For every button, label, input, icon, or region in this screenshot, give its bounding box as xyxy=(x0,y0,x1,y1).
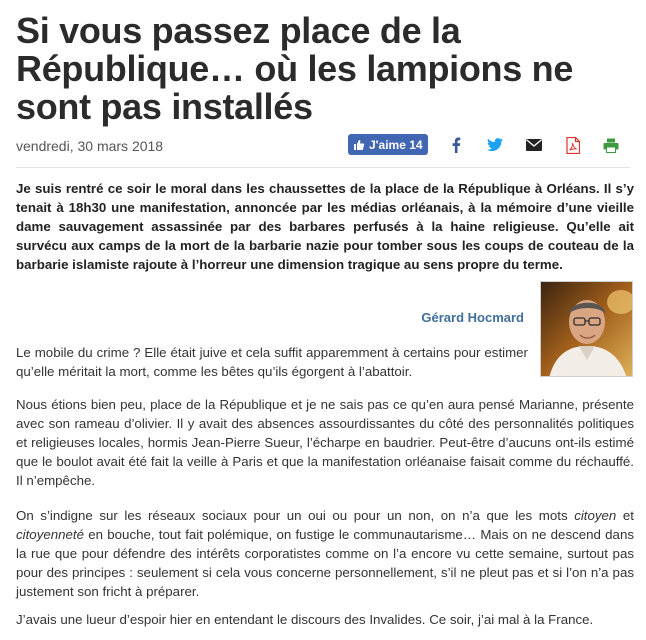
publish-date: vendredi, 30 mars 2018 xyxy=(16,138,164,154)
email-share-button[interactable] xyxy=(523,134,545,156)
twitter-share-button[interactable] xyxy=(484,134,506,156)
facebook-icon xyxy=(451,137,461,153)
pdf-button[interactable] xyxy=(562,134,584,156)
paragraph-1: Le mobile du crime ? Elle était juive et cela suffit apparemment à certains pour estimer qu’elle méritait la mort, comme les bêtes qu’ils égorgent à l’abattoir. xyxy=(16,345,528,379)
pdf-icon xyxy=(566,137,580,154)
author-photo xyxy=(540,281,633,377)
article-title: Si vous passez place de la République… où les lampions ne sont pas installés xyxy=(16,10,574,127)
paragraph-2: Nous étions bien peu, place de la République et je ne sais pas ce qu’en aura pensé Marianne, présente avec son rameau d’olivier. Il y avait des absences assourdissantes du côté des personnalités politiques et religieuses locales, hormis Jean-Pierre Sueur, l’écharpe en baudrier. Peut-être d’aucuns ont-ils estimé que le boulot avait été fait la veille à Paris et que la manifestation orléanaise faisait comme du réchauffé. Il n’empêche. xyxy=(16,397,634,488)
print-icon xyxy=(603,138,619,153)
article-meta xyxy=(16,132,630,156)
paragraph-3-emphasis-2: citoyenneté xyxy=(16,527,85,542)
paragraph-3-part-3: en bouche, tout fait polémique, on fustige le communautarisme… Mais on ne descend dans la rue que pour défendre des intérêts corporatistes comme on l’a encore vu cette semaine, surtout pas pour des principes : seulement si cela vous concerne personnellement, s’il ne pleut pas et si l’on n’a pas justement son fricht à préparer. xyxy=(16,527,634,599)
paragraph-3-part-2: et xyxy=(616,508,634,523)
twitter-icon xyxy=(487,138,503,152)
paragraph-3-emphasis-1: citoyen xyxy=(574,508,617,523)
article-lead: Je suis rentré ce soir le moral dans les chaussettes de la place de la République à Orléans. Il s’y tenait à 18h30 une manifestation, annoncée par les médias orléanais, à la mémoire d’une vieille dame sauvagement assassinée par des barbares perfusés à la haine religieuse. Qu’elle ait survécu aux camps de la mort de la barbarie nazie pour tomber sous les coups de couteau de la barbarie islamiste rajoute à l’horreur une dimension tragique au sens propre du terme. xyxy=(16,181,634,272)
thumbs-up-icon xyxy=(353,139,365,151)
divider xyxy=(16,167,630,168)
like-label: J'aime 14 xyxy=(369,137,423,152)
facebook-share-button[interactable] xyxy=(445,134,467,156)
facebook-like-button[interactable] xyxy=(348,134,428,155)
paragraph-3-part-1: On s’indigne sur les réseaux sociaux pour un oui ou pour un non, on n’a que les mots xyxy=(16,508,575,523)
email-icon xyxy=(526,139,542,151)
paragraph-3 xyxy=(16,506,634,601)
print-button[interactable] xyxy=(600,134,622,156)
paragraph-4: J’avais une lueur d’espoir hier en entendant le discours des Invalides. Ce soir, j’ai mal à la France. xyxy=(16,612,594,627)
author-name: Gérard Hocmard xyxy=(421,310,524,325)
